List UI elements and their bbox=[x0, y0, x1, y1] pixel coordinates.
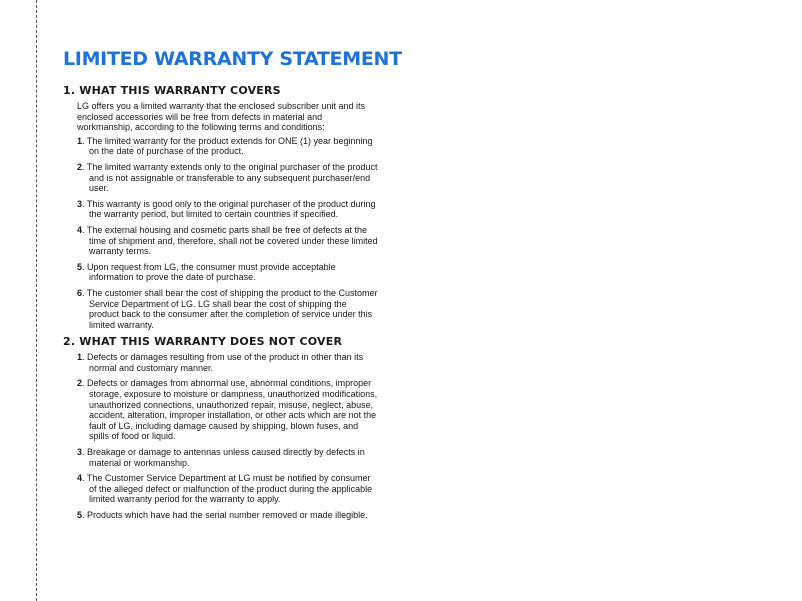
item-text: The external housing and cosmetic parts shall be free of defects at the time of shipment and, therefore, shall not be covered under these limited warranty terms. bbox=[86, 224, 378, 257]
not-covered-list bbox=[63, 352, 381, 520]
item-text: The limited warranty for the product extends for ONE (1) year beginning on the date of purchase of the product. bbox=[86, 135, 373, 157]
item-text: Defects or damages from abnormal use, abnormal conditions, improper storage, exposure to moisture or dampness, unauthorized modifications, unauthorized connections, unauthorized repair, misuse, neglect, abuse, accident, alteration, improper installation, or other acts which are not the fault of LG, including damage caused by shipping, blown fuses, and spills of food or liquid. bbox=[87, 378, 378, 442]
document-title: LIMITED WARRANTY STATEMENT bbox=[63, 48, 402, 70]
item-text: Breakage or damage to antennas unless caused directly by defects in material or workmanship. bbox=[87, 447, 365, 468]
item-number: 4 bbox=[77, 224, 83, 235]
item-text: The customer shall bear the cost of shipping the product to the Customer Service Department of LG. LG shall bear the cost of shipping the product back to the consumer after the completion of service under this limited warranty. bbox=[86, 287, 378, 330]
dashed-cut-line bbox=[36, 0, 37, 601]
item-number: 1 bbox=[77, 352, 83, 363]
item-number: 2 bbox=[77, 378, 83, 389]
list-item: 2. Defects or damages from abnormal use, abnormal conditions, improper storage, exposure to moisture or dampness, unauthorized modifications, unauthorized connections, unauthorized repair, misuse, neglect, abuse, accident, alteration, improper installation, or other acts which are not the fault of LG, including damage caused by shipping, blown fuses, and spills of food or liquid. bbox=[77, 378, 378, 442]
item-number: 5 bbox=[77, 261, 83, 272]
item-number: 5 bbox=[77, 510, 83, 520]
list-item: 1. The limited warranty for the product extends for ONE (1) year beginning on the date of purchase of the product. bbox=[77, 135, 373, 157]
item-number: 1 bbox=[77, 135, 83, 146]
list-item: 4. The external housing and cosmetic parts shall be free of defects at the time of shipment and, therefore, shall not be covered under these limited warranty terms. bbox=[77, 224, 378, 257]
item-number: 3 bbox=[77, 198, 83, 209]
item-text: Upon request from LG, the consumer must provide acceptable information to prove the date of purchase. bbox=[87, 261, 336, 283]
item-text: The Customer Service Department at LG must be notified by consumer of the alleged defect or malfunction of the product during the applicable limited warranty period for the warranty to apply. bbox=[86, 473, 373, 505]
item-number: 2 bbox=[77, 161, 83, 172]
item-number: 6 bbox=[77, 287, 83, 298]
list-item: 5. Products which have had the serial number removed or made illegible. bbox=[77, 510, 368, 520]
list-item: 3. This warranty is good only to the original purchaser of the product during the warranty period, but limited to certain countries if specified. bbox=[77, 198, 376, 220]
item-text: The limited warranty extends only to the original purchaser of the product and is not assignable or transferable to any subsequent purchaser/end user. bbox=[86, 161, 378, 194]
section-heading-covers: 1. WHAT THIS WARRANTY COVERS bbox=[63, 84, 281, 97]
section-covers bbox=[63, 84, 381, 330]
item-text: Defects or damages resulting from use of the product in other than its normal and customary manner. bbox=[87, 352, 364, 373]
item-text: This warranty is good only to the original purchaser of the product during the warranty period, but limited to certain countries if specified. bbox=[86, 198, 376, 220]
list-item: 2. The limited warranty extends only to the original purchaser of the product and is not assignable or transferable to any subsequent purchaser/end user. bbox=[77, 161, 378, 194]
item-text: Products which have had the serial number removed or made illegible. bbox=[87, 510, 368, 520]
item-number: 4 bbox=[77, 473, 83, 484]
list-item: 1. Defects or damages resulting from use of the product in other than its normal and customary manner. bbox=[77, 352, 364, 373]
list-item: 4. The Customer Service Department at LG must be notified by consumer of the alleged defect or malfunction of the product during the applicable limited warranty period for the warranty to apply. bbox=[77, 473, 373, 505]
list-item: 5. Upon request from LG, the consumer must provide acceptable information to prove the date of purchase. bbox=[77, 261, 336, 283]
list-item: 6. The customer shall bear the cost of shipping the product to the Customer Service Department of LG. LG shall bear the cost of shipping the product back to the consumer after the completion of service under this limited warranty. bbox=[77, 287, 378, 330]
section-does-not-cover bbox=[63, 335, 381, 520]
list-item: 3. Breakage or damage to antennas unless caused directly by defects in material or workmanship. bbox=[77, 447, 365, 468]
section-heading-not-covered: 2. WHAT THIS WARRANTY DOES NOT COVER bbox=[63, 335, 343, 349]
item-number: 3 bbox=[77, 447, 83, 458]
warranty-page bbox=[63, 48, 402, 526]
covers-list bbox=[63, 136, 381, 331]
section-intro: LG offers you a limited warranty that the enclosed subscriber unit and its enclosed accessories will be free from defects in material and workmanship, according to the following terms and conditions: bbox=[77, 101, 365, 133]
